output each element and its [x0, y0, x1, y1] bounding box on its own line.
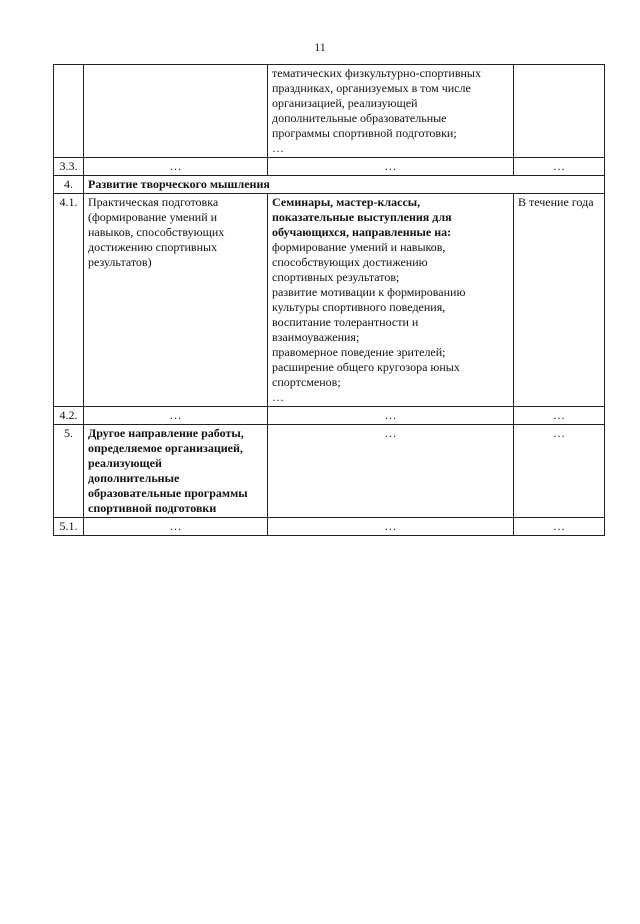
period-cell: …	[514, 158, 605, 176]
row-number: 4.1.	[54, 194, 84, 407]
table-row	[54, 407, 605, 425]
period-cell	[514, 65, 605, 158]
col3-bold-line: Семинары, мастер-классы,	[272, 195, 421, 209]
plan-table-body	[54, 65, 605, 536]
col3-line: воспитание толерантности и	[272, 315, 419, 329]
table-row	[54, 425, 605, 518]
row-number: 4.	[54, 176, 84, 194]
activity-cell	[268, 65, 514, 158]
activity-cell: …	[268, 158, 514, 176]
table-row	[54, 518, 605, 536]
col2-line: результатов)	[88, 255, 152, 269]
col2-line: навыков, способствующих	[88, 225, 225, 239]
col3-line: …	[272, 390, 284, 404]
col3-line: тематических физкультурно-спортивных	[272, 66, 481, 80]
col3-line: дополнительные образовательные	[272, 111, 447, 125]
row-number: 4.2.	[54, 407, 84, 425]
col3-line: спортсменов;	[272, 375, 341, 389]
col3-line: взаимоуважения;	[272, 330, 360, 344]
page-number: 11	[314, 40, 326, 54]
table-row	[54, 65, 605, 158]
row-number	[54, 65, 84, 158]
activity-cell	[268, 194, 514, 407]
col3-line: программы спортивной подготовки;	[272, 126, 457, 140]
direction-cell	[84, 65, 268, 158]
period-cell: В течение года	[514, 194, 605, 407]
section-heading: Развитие творческого мышления	[84, 176, 605, 194]
table-row	[54, 194, 605, 407]
period-cell: …	[514, 407, 605, 425]
row-number: 3.3.	[54, 158, 84, 176]
direction-cell	[84, 425, 268, 518]
activity-cell: …	[268, 425, 514, 518]
table-row	[54, 176, 605, 194]
col2-bold-line: спортивной подготовки	[88, 501, 217, 515]
col2-line: Практическая подготовка	[88, 195, 219, 209]
direction-cell: …	[84, 158, 268, 176]
col3-line: развитие мотивации к формированию	[272, 285, 466, 299]
col3-line: способствующих достижению	[272, 255, 428, 269]
col2-bold-line: определяемое организацией,	[88, 441, 243, 455]
col3-line: формирование умений и навыков,	[272, 240, 446, 254]
plan-table	[53, 64, 605, 536]
col2-bold-line: образовательные программы	[88, 486, 248, 500]
col2-line: (формирование умений и	[88, 210, 218, 224]
activity-cell: …	[268, 518, 514, 536]
col3-bold-line: показательные выступления для	[272, 210, 452, 224]
direction-cell	[84, 194, 268, 407]
period-cell: …	[514, 518, 605, 536]
period-cell: …	[514, 425, 605, 518]
direction-cell: …	[84, 518, 268, 536]
col3-bold-line: обучающихся, направленные на:	[272, 225, 452, 239]
col2-bold-line: Другое направление работы,	[88, 426, 244, 440]
col3-line: правомерное поведение зрителей;	[272, 345, 446, 359]
col3-line: организацией, реализующей	[272, 96, 418, 110]
col3-line: культуры спортивного поведения,	[272, 300, 446, 314]
row-number: 5.1.	[54, 518, 84, 536]
col3-line: …	[272, 141, 284, 155]
col2-bold-line: реализующей	[88, 456, 162, 470]
table-row	[54, 158, 605, 176]
col3-line: праздниках, организуемых в том числе	[272, 81, 471, 95]
direction-cell: …	[84, 407, 268, 425]
col3-line: спортивных результатов;	[272, 270, 400, 284]
col2-bold-line: дополнительные	[88, 471, 180, 485]
activity-cell: …	[268, 407, 514, 425]
col3-line: расширение общего кругозора юных	[272, 360, 460, 374]
col2-line: достижению спортивных	[88, 240, 218, 254]
row-number: 5.	[54, 425, 84, 518]
